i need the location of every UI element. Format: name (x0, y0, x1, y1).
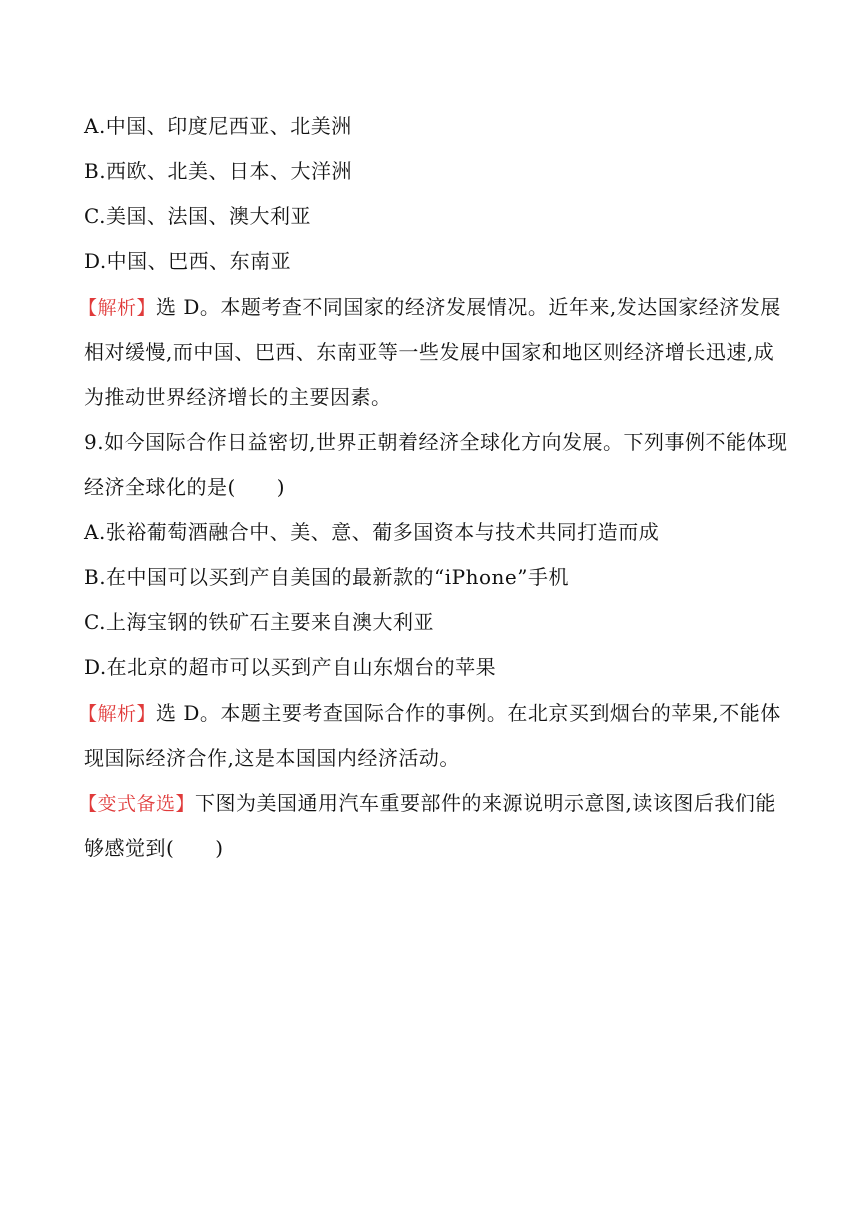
q9-analysis-line2: 现国际经济合作,这是本国国内经济活动。 (84, 746, 460, 770)
q9-analysis-line1 (78, 695, 781, 731)
q8-analysis-line3: 为推动世界经济增长的主要因素。 (84, 385, 392, 409)
q9-option-b: B.在中国可以买到产自美国的最新款的“iPhone”手机 (84, 565, 569, 589)
q9-option-d: D.在北京的超市可以买到产自山东烟台的苹果 (84, 655, 497, 679)
analysis-label: 【解析】 (78, 297, 157, 319)
analysis-label: 【解析】 (78, 703, 157, 725)
q8-analysis-line2: 相对缓慢,而中国、巴西、东南亚等一些发展中国家和地区则经济增长迅速,成 (84, 340, 775, 364)
variant-text1: 下图为美国通用汽车重要部件的来源说明示意图,读该图后我们能 (195, 791, 776, 815)
q9-analysis-text1: 选 D。本题主要考查国际合作的事例。在北京买到烟台的苹果,不能体 (156, 701, 781, 725)
q9-option-a: A.张裕葡萄酒融合中、美、意、葡多国资本与技术共同打造而成 (84, 520, 660, 544)
q9-stem-line2: 经济全球化的是( ) (84, 475, 286, 499)
q8-option-c: C.美国、法国、澳大利亚 (84, 204, 311, 228)
q8-analysis-line1 (78, 289, 781, 325)
q8-option-a: A.中国、印度尼西亚、北美洲 (84, 114, 352, 138)
q8-option-d: D.中国、巴西、东南亚 (84, 249, 292, 273)
q8-analysis-text1: 选 D。本题考查不同国家的经济发展情况。近年来,发达国家经济发展 (156, 295, 781, 319)
q8-option-b: B.西欧、北美、日本、大洋洲 (84, 159, 353, 183)
variant-label: 【变式备选】 (78, 793, 196, 815)
variant-line2: 够感觉到( ) (84, 836, 224, 860)
q9-stem-line1: 9.如今国际合作日益密切,世界正朝着经济全球化方向发展。下列事例不能体现 (84, 430, 788, 454)
variant-line1 (78, 785, 778, 821)
q9-option-c: C.上海宝钢的铁矿石主要来自澳大利亚 (84, 610, 434, 634)
